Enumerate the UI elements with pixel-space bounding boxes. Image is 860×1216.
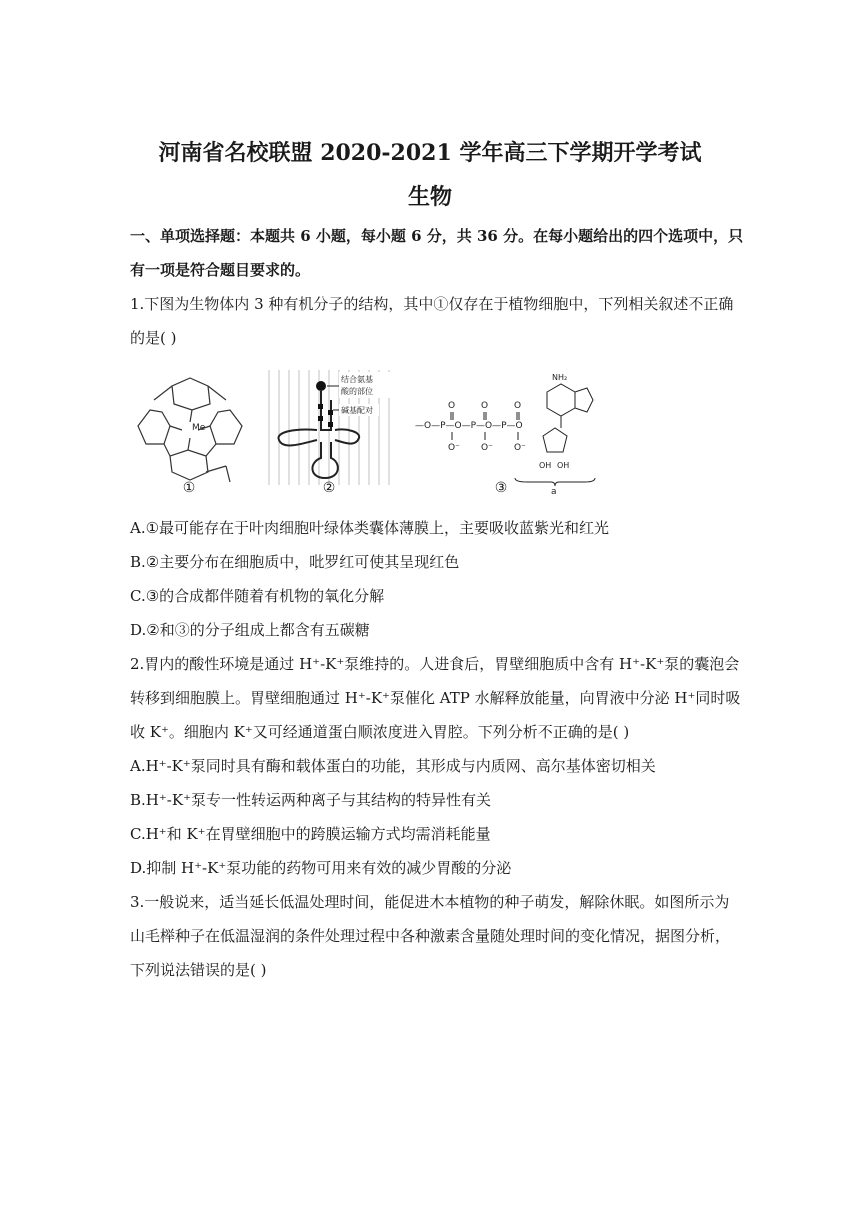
q2-stem-line3: 收 K⁺。细胞内 K⁺又可经通道蛋白顺浓度进入胃腔。下列分析不正确的是( ) bbox=[130, 723, 630, 741]
svg-text:O⁻: O⁻ bbox=[448, 443, 460, 453]
figure-caption-2: ② bbox=[322, 480, 336, 496]
svg-text:O⁻: O⁻ bbox=[514, 443, 526, 453]
q2-option-a: A.H⁺-K⁺泵同时具有酶和载体蛋白的功能，其形成与内质网、高尔基体密切相关 bbox=[130, 757, 656, 775]
mg-label: Me bbox=[192, 423, 206, 433]
q3-stem-line2: 山毛榉种子在低温湿润的条件处理过程中各种激素含量随处理时间的变化情况，据图分析， bbox=[130, 927, 731, 945]
q2-stem-line1: 2.胃内的酸性环境是通过 H⁺-K⁺泵维持的。人进食后，胃壁细胞质中含有 H⁺-K⁺泵的囊泡会 bbox=[130, 655, 740, 673]
chlorophyll-structure-figure bbox=[130, 360, 250, 500]
q2-stem-line2: 转移到细胞膜上。胃壁细胞通过 H⁺-K⁺泵催化 ATP 水解释放能量，向胃液中分泌 H⁺同时吸 bbox=[130, 689, 741, 707]
subject-title: 生物 bbox=[407, 184, 452, 210]
q1-option-c: C.③的合成都伴随着有机物的氧化分解 bbox=[130, 587, 385, 605]
q1-stem-line2: 的是( ) bbox=[130, 329, 177, 347]
figure-caption-1: ① bbox=[182, 480, 196, 496]
q1-option-b: B.②主要分布在细胞质中，吡罗红可使其呈现红色 bbox=[130, 553, 460, 571]
atp-structure-figure bbox=[415, 360, 605, 500]
trna-label-3: 碱基配对 bbox=[341, 406, 373, 415]
exam-title: 河南省名校联盟 2020-2021 学年高三下学期开学考试 bbox=[158, 140, 702, 166]
trna-label-2: 酸的部位 bbox=[341, 387, 373, 396]
svg-text:—O—P—O—P—O—P—O: —O—P—O—P—O—P—O bbox=[415, 421, 523, 431]
svg-text:O⁻: O⁻ bbox=[481, 443, 493, 453]
q3-stem-line3: 下列说法错误的是( ) bbox=[130, 961, 267, 979]
q1-option-a: A.①最可能存在于叶肉细胞叶绿体类囊体薄膜上，主要吸收蓝紫光和红光 bbox=[130, 519, 610, 537]
atp-oh: OH bbox=[539, 461, 552, 470]
svg-text:O: O bbox=[448, 401, 456, 411]
atp-a-label: a bbox=[551, 487, 557, 497]
q2-option-b: B.H⁺-K⁺泵专一性转运两种离子与其结构的特异性有关 bbox=[130, 791, 491, 809]
q1-stem-line1: 1.下图为生物体内 3 种有机分子的结构，其中①仅存在于植物细胞中，下列相关叙述不正确 bbox=[130, 295, 734, 313]
q3-stem-line1: 3.一般说来，适当延长低温处理时间，能促进木本植物的种子萌发，解除休眠。如图所示为 bbox=[130, 893, 730, 911]
q1-option-d: D.②和③的分子组成上都含有五碳糖 bbox=[130, 621, 370, 639]
section-heading-line1: 一、单项选择题：本题共 6 小题，每小题 6 分，共 36 分。在每小题给出的四个选项中，只 bbox=[130, 227, 744, 245]
svg-text:O: O bbox=[514, 401, 522, 411]
trna-label-1: 结合氨基 bbox=[341, 375, 373, 384]
svg-text:O: O bbox=[481, 401, 489, 411]
trna-structure-figure bbox=[265, 360, 405, 500]
q2-option-d: D.抑制 H⁺-K⁺泵功能的药物可用来有效的减少胃酸的分泌 bbox=[130, 859, 512, 877]
section-heading-line2: 有一项是符合题目要求的。 bbox=[130, 261, 311, 279]
atp-nh2: NH₂ bbox=[552, 373, 568, 382]
atp-ohh: OH bbox=[557, 461, 570, 470]
figure-caption-3: ③ bbox=[494, 480, 508, 496]
q2-option-c: C.H⁺和 K⁺在胃壁细胞中的跨膜运输方式均需消耗能量 bbox=[130, 825, 491, 843]
